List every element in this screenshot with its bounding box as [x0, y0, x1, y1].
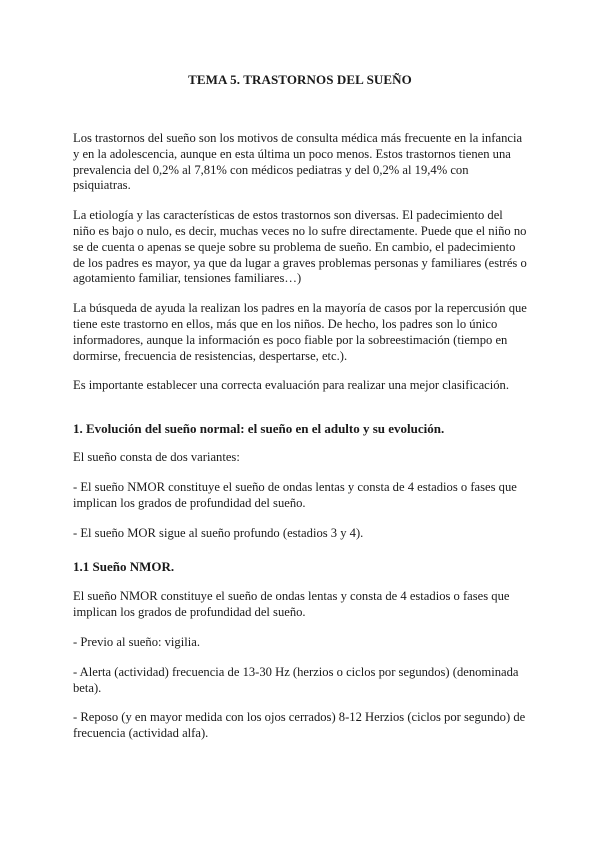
intro-paragraph-4: Es importante establecer una correcta evaluación para realizar una mejor clasificación. — [73, 378, 509, 393]
section-1-1-heading: 1.1 Sueño NMOR. — [73, 559, 175, 575]
section-1-heading: 1. Evolución del sueño normal: el sueño en el adulto y su evolución. — [73, 421, 445, 437]
section-1-1-intro: El sueño NMOR constituye el sueño de ondas lentas y consta de 4 estadios o fases que implican los grados de profundidad del sueño. — [73, 589, 510, 620]
document-title: TEMA 5. TRASTORNOS DEL SUEÑO — [188, 72, 412, 87]
section-1-list-item: - El sueño MOR sigue al sueño profundo (estadios 3 y 4). — [73, 525, 364, 540]
section-1-intro: El sueño consta de dos variantes: — [73, 450, 240, 465]
intro-paragraph-1: Los trastornos del sueño son los motivos de consulta médica más frecuente en la infancia y en la adolescencia, aunque en esta última un poco menos. Estos trastornos tienen una prevalencia del 0,2% al 7,81% con médicos pediatras y del 0,2% al 19,4% con psiquiatras. — [73, 131, 523, 193]
intro-paragraph-3: La búsqueda de ayuda la realizan los padres en la mayoría de casos por la repercusión que tiene este trastorno en ellos, más que en los niños. De hecho, los padres son lo único informadores, aunque la información es poco fiable por la sobreestimación (tiempo en dormirse, frecuencia de resistencias, despertarse, etc.). — [73, 301, 527, 363]
document-content — [73, 72, 527, 756]
intro-paragraph-2: La etiología y las características de estos trastornos son diversas. El padecimiento del niño es bajo o nulo, es decir, muchas veces no lo sufre directamente. Puede que el niño no se de cuenta o apenas se queje sobre su problema de sueño. En cambio, el padecimiento de los padres es mayor, ya que da lugar a graves problemas personas y familiares (estrés o agotamiento familiar, tensiones familiares…) — [73, 208, 527, 286]
section-1-1-list-item: - Alerta (actividad) frecuencia de 13-30 Hz (herzios o ciclos por segundos) (denominada beta). — [73, 664, 519, 695]
section-1-1-list-item: - Reposo (y en mayor medida con los ojos cerrados) 8-12 Herzios (ciclos por segundo) de frecuencia (actividad alfa). — [73, 710, 526, 741]
section-1-1-list-item: - Previo al sueño: vigilia. — [73, 634, 200, 649]
section-1-list-item: - El sueño NMOR constituye el sueño de ondas lentas y consta de 4 estadios o fases que implican los grados de profundidad del sueño. — [73, 479, 517, 510]
